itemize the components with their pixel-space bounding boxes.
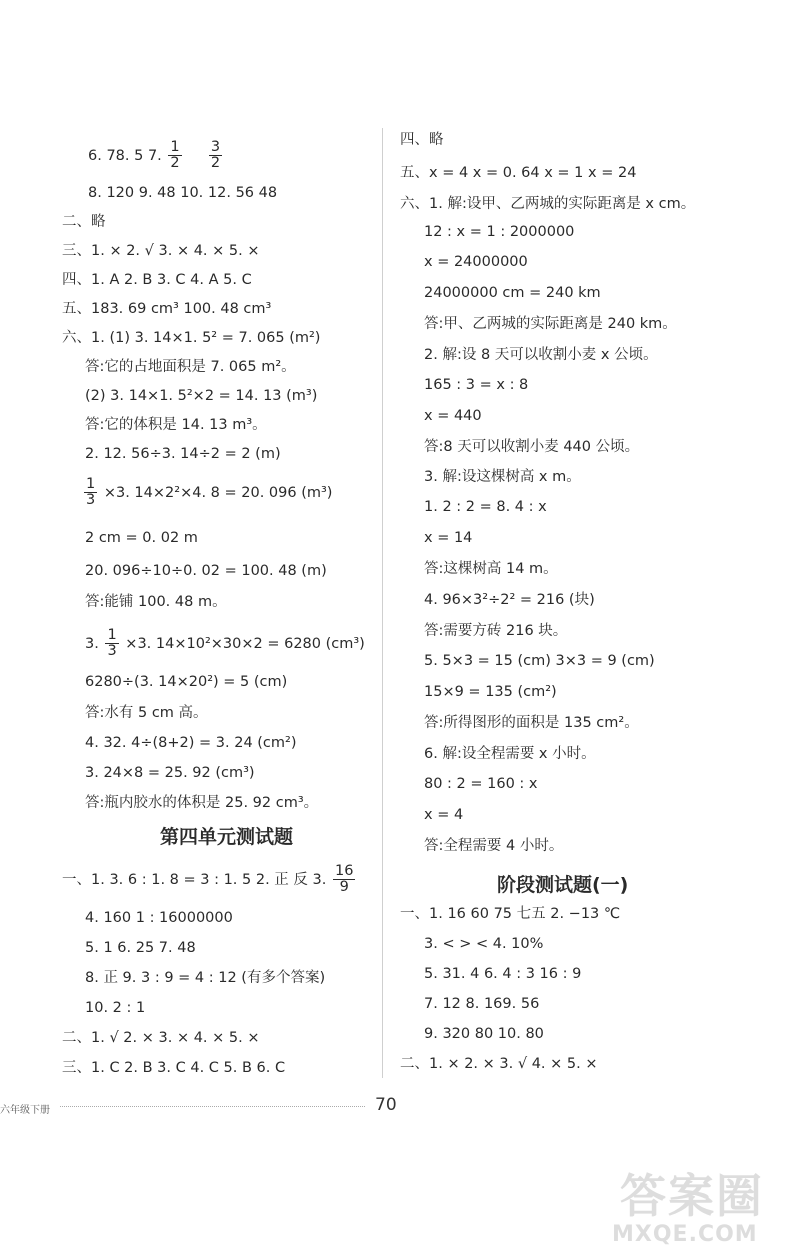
answer-line: (2) 3. 14×1. 5²×2 = 14. 13 (m³)	[85, 388, 318, 404]
answer-line: 6280÷(3. 14×20²) = 5 (cm)	[85, 674, 288, 690]
answer-line: x = 440	[424, 408, 482, 424]
answer-line: 2. 12. 56÷3. 14÷2 = 2 (m)	[85, 446, 281, 462]
fraction: $\frac{3}{2}$	[210, 139, 221, 171]
answer-line: 答:甲、乙两城的实际距离是 240 km。	[424, 316, 677, 332]
watermark-url: MXQE.COM	[612, 1222, 758, 1247]
answer-line: 2. 解:设 8 天可以收割小麦 x 公顷。	[424, 347, 658, 363]
answer-line: x = 24000000	[424, 254, 528, 270]
answer-line: 五、x = 4 x = 0. 64 x = 1 x = 24	[400, 165, 637, 181]
answer-line: 4. 160 1 : 16000000	[85, 910, 233, 926]
answer-line: 四、1. A 2. B 3. C 4. A 5. C	[62, 272, 252, 288]
answer-line: x = 14	[424, 530, 473, 546]
answer-line: 80 : 2 = 160 : x	[424, 776, 538, 792]
answer-line: 4. 96×3²÷2² = 216 (块)	[424, 592, 595, 608]
footer-dotted-rule	[60, 1106, 365, 1107]
section-heading: 阶段测试题(一)	[497, 874, 629, 896]
answer-line: 3. $\frac{1}{3}$ ×3. 14×10²×30×2 = 6280 (cm³)	[85, 627, 365, 659]
answer-line: 五、183. 69 cm³ 100. 48 cm³	[62, 301, 272, 317]
fraction: $\frac{1}{2}$	[170, 139, 180, 171]
answer-line: 3. 解:设这棵树高 x m。	[424, 469, 581, 485]
answer-line: $\frac{1}{3}$ ×3. 14×2²×4. 8 = 20. 096 (m³)	[86, 476, 333, 508]
answer-line: 答:全程需要 4 小时。	[424, 838, 564, 854]
answer-line: 15×9 = 135 (cm²)	[424, 684, 557, 700]
answer-line: 1. 2 : 2 = 8. 4 : x	[424, 499, 547, 515]
answer-line: 答:瓶内胶水的体积是 25. 92 cm³。	[85, 795, 319, 811]
answer-line: 三、1. × 2. √ 3. × 4. × 5. ×	[62, 243, 260, 259]
watermark-title: 答案圈	[620, 1169, 764, 1223]
answer-line: 165 : 3 = x : 8	[424, 377, 529, 393]
answer-line: x = 4	[424, 807, 464, 823]
fraction: $\frac{16}{9}$	[334, 863, 354, 895]
answer-line: 10. 2 : 1	[85, 1000, 146, 1016]
section-heading: 第四单元测试题	[160, 826, 294, 848]
answer-line: 5. 31. 4 6. 4 : 3 16 : 9	[424, 966, 582, 982]
answer-line: 2 cm = 0. 02 m	[85, 530, 198, 546]
answer-line: 7. 12 8. 169. 56	[424, 996, 540, 1012]
answer-line: 一、1. 3. 6 : 1. 8 = 3 : 1. 5 2. 正 反 3. $\frac{16}{9}$	[62, 863, 354, 895]
footer-grade-label: 六年级下册	[0, 1105, 50, 1116]
answer-line: 三、1. C 2. B 3. C 4. C 5. B 6. C	[62, 1060, 286, 1076]
answer-line: 9. 320 80 10. 80	[424, 1026, 544, 1042]
answer-line: 6. 解:设全程需要 x 小时。	[424, 746, 596, 762]
answer-line: 3. < > < 4. 10%	[424, 936, 544, 952]
answer-line: 8. 正 9. 3 : 9 = 4 : 12 (有多个答案)	[85, 970, 326, 986]
answer-line: 四、略	[400, 132, 444, 148]
answer-line: 六、1. (1) 3. 14×1. 5² = 7. 065 (m²)	[62, 330, 321, 346]
answer-line: 3. 24×8 = 25. 92 (cm³)	[85, 765, 255, 781]
answer-line: 二、1. √ 2. × 3. × 4. × 5. ×	[62, 1030, 260, 1046]
answer-line: 答:8 天可以收割小麦 440 公顷。	[424, 439, 640, 455]
answer-line: 答:它的占地面积是 7. 065 m²。	[85, 359, 296, 375]
answer-line: 24000000 cm = 240 km	[424, 285, 601, 301]
answer-line: 一、1. 16 60 75 七五 2. −13 ℃	[400, 906, 621, 922]
answer-line: 六、1. 解:设甲、乙两城的实际距离是 x cm。	[400, 196, 696, 212]
page-number: 70	[375, 1095, 397, 1115]
answer-line: 二、1. × 2. × 3. √ 4. × 5. ×	[400, 1056, 598, 1072]
fraction: $\frac{1}{3}$	[107, 627, 117, 659]
answer-line: 二、略	[62, 214, 106, 230]
answer-line: 20. 096÷10÷0. 02 = 100. 48 (m)	[85, 563, 327, 579]
column-divider	[382, 128, 383, 1078]
answer-line: 答:它的体积是 14. 13 m³。	[85, 417, 267, 433]
answer-line: 答:需要方砖 216 块。	[424, 623, 568, 639]
answer-line: 答:水有 5 cm 高。	[85, 705, 208, 721]
answer-line: 答:能铺 100. 48 m。	[85, 594, 227, 610]
watermark-logo	[612, 1160, 797, 1250]
answer-line: 6. 78. 5 7. $\frac{1}{2}$ $\frac{3}{2}$	[88, 139, 221, 171]
answer-line: 12 : x = 1 : 2000000	[424, 224, 575, 240]
fraction: $\frac{1}{3}$	[86, 476, 96, 508]
answer-line: 4. 32. 4÷(8+2) = 3. 24 (cm²)	[85, 735, 297, 751]
answer-line: 答:这棵树高 14 m。	[424, 561, 558, 577]
answer-line: 8. 120 9. 48 10. 12. 56 48	[88, 185, 278, 201]
answer-line: 答:所得图形的面积是 135 cm²。	[424, 715, 639, 731]
answer-line: 5. 1 6. 25 7. 48	[85, 940, 196, 956]
answer-line: 5. 5×3 = 15 (cm) 3×3 = 9 (cm)	[424, 653, 655, 669]
